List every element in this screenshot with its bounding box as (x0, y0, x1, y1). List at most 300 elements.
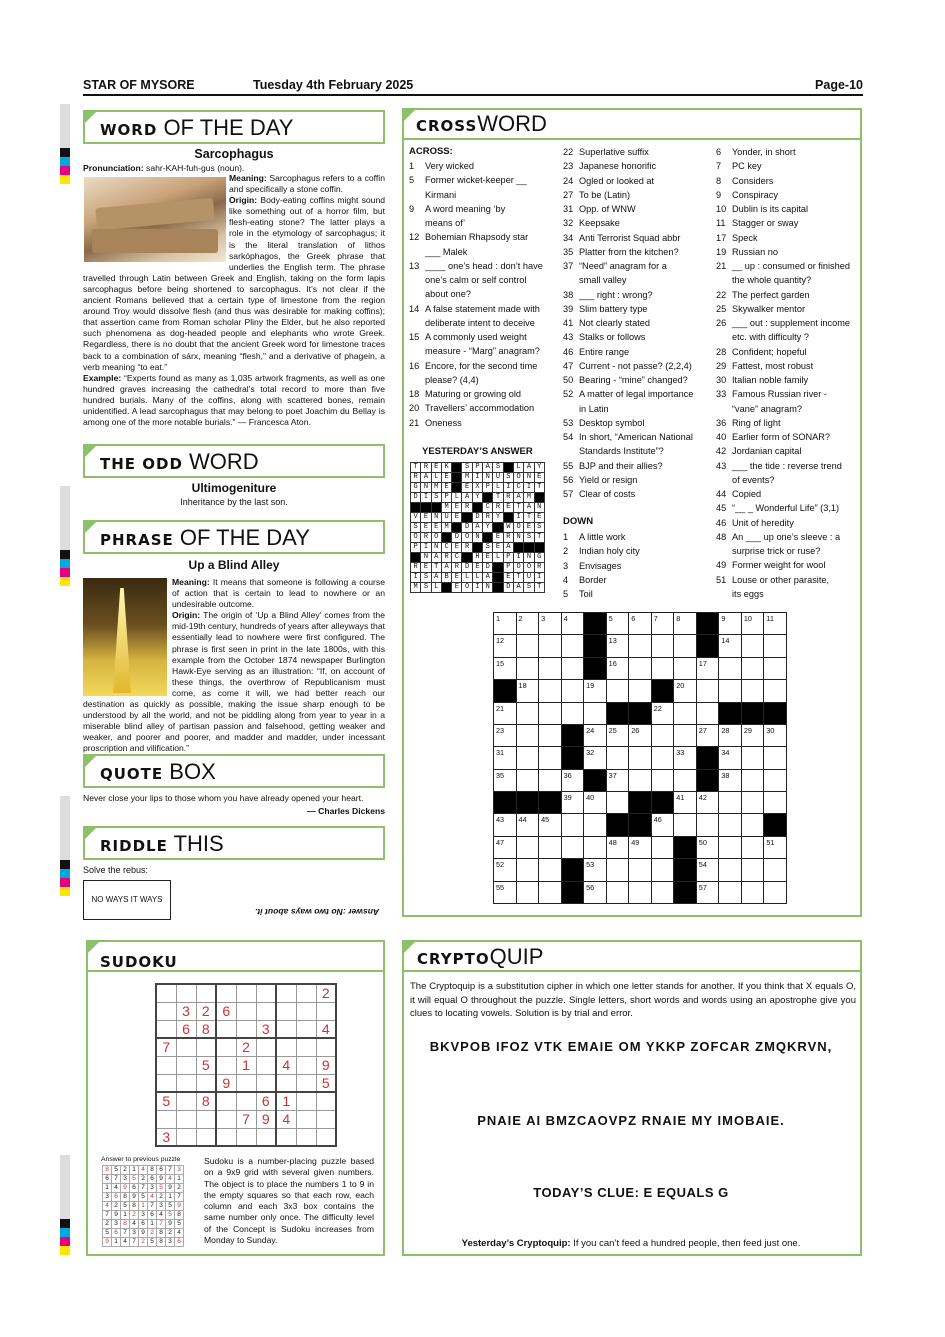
sudoku-cell[interactable] (176, 1074, 196, 1092)
crossword-cell[interactable] (696, 702, 719, 724)
phrase-heading: Up a Blind Alley (188, 558, 280, 572)
mini-cell: Y (534, 463, 544, 473)
sudoku-cell[interactable]: 8 (196, 1020, 216, 1038)
crossword-block (696, 635, 719, 657)
crossword-cell[interactable] (494, 724, 517, 746)
clue-row (563, 530, 703, 544)
crossword-cell[interactable] (719, 814, 742, 836)
sudoku-cell[interactable]: 6 (256, 1092, 276, 1110)
crossword-cell[interactable] (516, 747, 539, 769)
crossword-cell[interactable] (696, 657, 719, 679)
crossword-cell[interactable] (606, 680, 629, 702)
sudoku-cell[interactable] (276, 1074, 296, 1092)
word-of-day-banner (83, 110, 385, 144)
crossword-cell[interactable] (629, 635, 652, 657)
crossword-cell[interactable] (539, 769, 562, 791)
crossword-cell[interactable] (606, 657, 629, 679)
crossword-cell[interactable] (629, 769, 652, 791)
crossword-cell[interactable] (629, 680, 652, 702)
crossword-cell[interactable] (719, 859, 742, 881)
clue-text: Oneness (425, 417, 462, 428)
cell-number: 41 (676, 793, 685, 802)
crossword-cell[interactable] (629, 613, 652, 635)
crossword-cell[interactable] (606, 792, 629, 814)
crossword-cell[interactable] (629, 881, 652, 904)
crossword-cell[interactable] (696, 680, 719, 702)
mini-cell: X (472, 483, 482, 493)
crossword-cell[interactable] (606, 635, 629, 657)
clue-text: Russian no (732, 246, 778, 257)
crossword-block (741, 702, 764, 724)
crossword-cell[interactable] (651, 814, 674, 836)
mini-cell: Y (493, 513, 503, 523)
crossword-cell[interactable] (674, 769, 697, 791)
sudoku-cell[interactable] (216, 1038, 236, 1056)
crossword-cell[interactable] (719, 635, 742, 657)
answer-cell: 2 (121, 1166, 130, 1175)
sudoku-cell[interactable] (156, 1056, 176, 1074)
clue-number: 11 (716, 218, 726, 229)
sudoku-cell[interactable] (176, 1110, 196, 1128)
crossword-cell[interactable] (606, 881, 629, 904)
sudoku-cell[interactable]: 8 (196, 1092, 216, 1110)
crossword-block (561, 859, 584, 881)
crossword-cell[interactable] (494, 702, 517, 724)
crossword-cell[interactable] (539, 724, 562, 746)
sudoku-cell[interactable]: 6 (216, 1002, 236, 1020)
answer-cell: 4 (166, 1175, 175, 1184)
crossword-cell[interactable] (516, 769, 539, 791)
crossword-cell[interactable] (764, 769, 787, 791)
mini-cell: N (421, 553, 431, 563)
crossword-cell[interactable] (741, 859, 764, 881)
sudoku-cell[interactable] (196, 984, 216, 1002)
crossword-cell[interactable] (696, 881, 719, 904)
sudoku-cell[interactable] (316, 1002, 336, 1020)
crossword-cell[interactable] (764, 859, 787, 881)
sudoku-cell[interactable] (256, 1074, 276, 1092)
sudoku-cell[interactable] (236, 1074, 256, 1092)
sudoku-cell[interactable] (196, 1038, 216, 1056)
margin-bar (60, 104, 70, 148)
crossword-cell[interactable] (651, 859, 674, 881)
crossword-cell[interactable] (494, 657, 517, 679)
crossword-cell[interactable] (674, 702, 697, 724)
crossword-cell[interactable] (741, 724, 764, 746)
clue-text: Confident; hopeful (732, 346, 807, 357)
clue-number: 13 (409, 260, 420, 271)
crossword-cell[interactable] (764, 680, 787, 702)
crossword-block (674, 836, 697, 858)
mini-cell: T (431, 563, 441, 573)
sudoku-cell[interactable]: 9 (256, 1110, 276, 1128)
crossword-cell[interactable] (516, 613, 539, 635)
sudoku-grid[interactable] (155, 983, 337, 1147)
sudoku-cell[interactable] (256, 1128, 276, 1146)
clue-number: 21 (409, 417, 420, 428)
sudoku-cell[interactable]: 7 (156, 1038, 176, 1056)
crossword-cell[interactable] (741, 747, 764, 769)
crossword-cell[interactable] (584, 859, 607, 881)
crossword-cell[interactable] (696, 792, 719, 814)
crossword-cell[interactable] (741, 613, 764, 635)
crossword-cell[interactable] (606, 836, 629, 858)
crossword-cell[interactable] (764, 747, 787, 769)
mini-cell: N (524, 553, 534, 563)
crossword-cell[interactable] (651, 613, 674, 635)
clue-number (409, 287, 425, 301)
clue-text: The perfect garden (732, 289, 810, 300)
sudoku-cell[interactable] (176, 1056, 196, 1074)
sudoku-cell[interactable] (236, 984, 256, 1002)
sudoku-cell[interactable] (296, 1038, 316, 1056)
mini-cell: I (513, 553, 523, 563)
mini-cell: E (534, 513, 544, 523)
clue-row (716, 416, 856, 430)
crossword-cell[interactable] (494, 859, 517, 881)
sudoku-cell[interactable]: 9 (316, 1056, 336, 1074)
sudoku-cell[interactable] (296, 1074, 316, 1092)
crossword-cell[interactable] (539, 814, 562, 836)
sudoku-cell[interactable] (236, 1002, 256, 1020)
sudoku-cell[interactable] (156, 1002, 176, 1020)
sudoku-cell[interactable] (296, 1110, 316, 1128)
crossword-cell[interactable] (764, 724, 787, 746)
crossword-cell[interactable] (494, 769, 517, 791)
mini-cell: L (493, 483, 503, 493)
clue-number: 29 (716, 360, 727, 371)
crossword-cell[interactable] (561, 657, 584, 679)
sudoku-cell[interactable]: 1 (276, 1092, 296, 1110)
crossword-cell[interactable] (584, 680, 607, 702)
crossword-cell[interactable] (516, 635, 539, 657)
sudoku-cell[interactable] (216, 1056, 236, 1074)
crossword-cell[interactable] (584, 814, 607, 836)
clue-text: Yield or resign (579, 474, 638, 485)
mini-cell: U (441, 513, 451, 523)
sudoku-cell[interactable] (156, 1110, 176, 1128)
crossword-cell[interactable] (584, 724, 607, 746)
crossword-cell[interactable] (719, 680, 742, 702)
crossword-cell[interactable] (584, 792, 607, 814)
clue-row (563, 387, 703, 401)
mini-cell (493, 583, 503, 593)
crossword-cell[interactable] (629, 724, 652, 746)
sudoku-cell[interactable] (296, 1020, 316, 1038)
crossword-cell[interactable] (539, 859, 562, 881)
sudoku-cell[interactable] (296, 984, 316, 1002)
crossword-cell[interactable] (696, 859, 719, 881)
crossword-block (516, 792, 539, 814)
crossword-cell[interactable] (674, 814, 697, 836)
crossword-cell[interactable] (696, 836, 719, 858)
answer-cell: 6 (130, 1184, 139, 1193)
clue-number (409, 373, 425, 387)
crossword-cell[interactable] (516, 724, 539, 746)
crossword-cell[interactable] (741, 680, 764, 702)
sudoku-cell[interactable] (216, 1020, 236, 1038)
crossword-cell[interactable] (741, 881, 764, 904)
answer-cell: 5 (121, 1202, 130, 1211)
crossword-cell[interactable] (651, 635, 674, 657)
crossword-cell[interactable] (719, 836, 742, 858)
crossword-cell[interactable] (741, 635, 764, 657)
crossword-cell[interactable] (494, 814, 517, 836)
down-title: DOWN (563, 516, 594, 527)
crossword-cell[interactable] (561, 680, 584, 702)
sudoku-cell[interactable] (236, 1128, 256, 1146)
crossword-cell[interactable] (561, 792, 584, 814)
crossword-cell[interactable] (764, 635, 787, 657)
crossword-cell[interactable] (651, 881, 674, 904)
crossword-cell[interactable] (651, 769, 674, 791)
crossword-block (584, 769, 607, 791)
crossword-cell[interactable] (584, 836, 607, 858)
crossword-cell[interactable] (494, 747, 517, 769)
clue-number: 17 (716, 232, 727, 243)
sudoku-cell[interactable] (236, 1092, 256, 1110)
clue-text: Earlier form of SONAR? (732, 432, 831, 442)
sudoku-cell[interactable] (236, 1020, 256, 1038)
mini-cell: O (462, 533, 472, 543)
crossword-cell[interactable] (651, 836, 674, 858)
crossword-cell[interactable] (741, 769, 764, 791)
sudoku-cell[interactable]: 6 (176, 1020, 196, 1038)
sudoku-cell[interactable]: 5 (316, 1074, 336, 1092)
crossword-cell[interactable] (561, 702, 584, 724)
answer-cell: 4 (130, 1220, 139, 1229)
crossword-cell[interactable] (741, 814, 764, 836)
mini-cell: E (421, 513, 431, 523)
crossword-cell[interactable] (719, 657, 742, 679)
crossword-cell[interactable] (741, 657, 764, 679)
crossword-cell[interactable] (764, 792, 787, 814)
crossword-cell[interactable] (494, 881, 517, 904)
sudoku-cell[interactable] (316, 1128, 336, 1146)
sudoku-cell[interactable] (156, 984, 176, 1002)
sudoku-cell[interactable] (196, 1128, 216, 1146)
crossword-cell[interactable] (719, 747, 742, 769)
crossword-cell[interactable] (629, 657, 652, 679)
clue-text: Kirmani (425, 189, 457, 200)
sudoku-cell[interactable] (216, 1110, 236, 1128)
crossword-cell[interactable] (719, 724, 742, 746)
sudoku-cell[interactable]: 4 (276, 1110, 296, 1128)
sudoku-cell[interactable] (276, 1002, 296, 1020)
crossword-cell[interactable] (674, 724, 697, 746)
crossword-cell[interactable] (674, 680, 697, 702)
crossword-cell[interactable] (561, 769, 584, 791)
crossword-cell[interactable] (764, 881, 787, 904)
sudoku-cell[interactable]: 1 (236, 1056, 256, 1074)
clue-number (409, 273, 425, 287)
cell-number: 47 (496, 837, 505, 847)
answer-cell: 1 (103, 1184, 112, 1193)
answer-cell: 9 (157, 1175, 166, 1184)
clue-text: of events? (732, 474, 775, 485)
sudoku-cell[interactable] (156, 1074, 176, 1092)
crossword-cell[interactable] (674, 792, 697, 814)
crossword-grid[interactable] (493, 612, 787, 904)
crossword-cell[interactable] (674, 747, 697, 769)
mini-cell: K (441, 463, 451, 473)
clue-number: 7 (716, 161, 722, 172)
crossword-cell[interactable] (719, 881, 742, 904)
sudoku-cell[interactable] (156, 1020, 176, 1038)
crossword-cell[interactable] (764, 657, 787, 679)
sudoku-cell[interactable] (176, 1128, 196, 1146)
sudoku-cell[interactable]: 2 (236, 1038, 256, 1056)
mini-cell (483, 493, 493, 503)
mini-cell: P (441, 493, 451, 503)
crossword-cell[interactable] (561, 814, 584, 836)
crossword-cell[interactable] (741, 836, 764, 858)
cell-number: 25 (608, 725, 617, 735)
crossword-cell[interactable] (606, 769, 629, 791)
crossword-cell[interactable] (674, 657, 697, 679)
crossword-cell[interactable] (629, 859, 652, 881)
crossword-cell[interactable] (516, 680, 539, 702)
crossword-cell[interactable] (764, 613, 787, 635)
sudoku-cell[interactable] (276, 1020, 296, 1038)
sudoku-cell[interactable]: 5 (156, 1092, 176, 1110)
sudoku-cell[interactable] (316, 1038, 336, 1056)
paper-name: STAR OF MYSORE (83, 78, 195, 92)
sudoku-cell[interactable]: 9 (216, 1074, 236, 1092)
crossword-cell[interactable] (696, 814, 719, 836)
sudoku-cell[interactable] (176, 1092, 196, 1110)
crossword-cell[interactable] (651, 702, 674, 724)
crossword-cell[interactable] (516, 881, 539, 904)
sudoku-cell[interactable] (276, 1038, 296, 1056)
crossword-cell[interactable] (606, 859, 629, 881)
clue-number (716, 273, 732, 287)
crossword-cell[interactable] (719, 792, 742, 814)
clue-row (409, 359, 549, 373)
crossword-cell[interactable] (764, 836, 787, 858)
crossword-cell[interactable] (516, 814, 539, 836)
sudoku-cell[interactable] (296, 1128, 316, 1146)
crossword-cell[interactable] (606, 724, 629, 746)
crossword-cell[interactable] (516, 702, 539, 724)
crossword-cell[interactable] (516, 657, 539, 679)
crossword-cell[interactable] (674, 635, 697, 657)
clue-number (409, 245, 425, 259)
crossword-cell[interactable] (606, 613, 629, 635)
crossword-cell[interactable] (696, 724, 719, 746)
crossword-cell[interactable] (719, 769, 742, 791)
sudoku-banner (86, 940, 385, 972)
sudoku-cell[interactable] (296, 1092, 316, 1110)
crossword-cell[interactable] (494, 836, 517, 858)
sudoku-cell[interactable]: 3 (176, 1002, 196, 1020)
sudoku-cell[interactable]: 3 (156, 1128, 176, 1146)
crossword-cell[interactable] (651, 657, 674, 679)
crossword-cell[interactable] (516, 859, 539, 881)
sudoku-cell[interactable] (216, 984, 236, 1002)
crossword-cell[interactable] (494, 635, 517, 657)
crossword-cell[interactable] (651, 724, 674, 746)
clue-row (716, 330, 856, 344)
clue-number: 41 (563, 318, 574, 328)
clue-text: Former wicket-keeper __ (425, 175, 527, 186)
clue-row (716, 245, 856, 259)
crossword-cell[interactable] (674, 613, 697, 635)
crossword-cell[interactable] (516, 836, 539, 858)
sudoku-cell[interactable] (256, 1056, 276, 1074)
crossword-cell[interactable] (539, 613, 562, 635)
answer-cell: 7 (166, 1166, 175, 1175)
crossword-cell[interactable] (561, 635, 584, 657)
crossword-cell[interactable] (584, 702, 607, 724)
crossword-cell[interactable] (539, 747, 562, 769)
crossword-cell[interactable] (606, 747, 629, 769)
sudoku-cell[interactable] (276, 984, 296, 1002)
crossword-cell[interactable] (561, 836, 584, 858)
sudoku-cell[interactable]: 2 (196, 1002, 216, 1020)
sudoku-cell[interactable] (196, 1074, 216, 1092)
sudoku-cell[interactable] (256, 1002, 276, 1020)
sudoku-cell[interactable] (296, 1002, 316, 1020)
crossword-cell[interactable] (629, 836, 652, 858)
sudoku-cell[interactable] (216, 1092, 236, 1110)
answer-cell: 6 (103, 1175, 112, 1184)
sudoku-cell[interactable] (316, 1110, 336, 1128)
crossword-cell[interactable] (494, 613, 517, 635)
mini-cell (503, 513, 513, 523)
crossword-cell[interactable] (629, 747, 652, 769)
sudoku-answer-grid (102, 1165, 184, 1247)
crossword-cell[interactable] (539, 680, 562, 702)
crossword-cell[interactable] (651, 747, 674, 769)
clue-number: 2 (563, 546, 569, 557)
sudoku-cell[interactable] (176, 1038, 196, 1056)
sudoku-cell[interactable]: 3 (256, 1020, 276, 1038)
flag-mark (85, 520, 98, 533)
crossword-cell[interactable] (539, 881, 562, 904)
sudoku-cell[interactable]: 4 (316, 1020, 336, 1038)
sudoku-cell[interactable] (316, 1092, 336, 1110)
crossword-cell[interactable] (539, 836, 562, 858)
sudoku-cell[interactable] (296, 1056, 316, 1074)
crossword-cell[interactable] (719, 613, 742, 635)
crossword-cell[interactable] (561, 613, 584, 635)
odd-word-title: THE ODD WORD (100, 449, 259, 474)
answer-cell: 5 (157, 1184, 166, 1193)
sudoku-cell[interactable] (276, 1128, 296, 1146)
clue-text: measure - “Marg” anagram? (425, 346, 540, 357)
sudoku-cell[interactable] (196, 1110, 216, 1128)
sudoku-cell[interactable]: 2 (316, 984, 336, 1002)
cell-number: 32 (586, 748, 595, 758)
sudoku-cell[interactable]: 7 (236, 1110, 256, 1128)
sudoku-cell[interactable] (256, 1038, 276, 1056)
sudoku-cell[interactable] (176, 984, 196, 1002)
clue-text: Very wicked (425, 161, 475, 171)
crossword-cell[interactable] (584, 747, 607, 769)
crossword-cell[interactable] (539, 657, 562, 679)
crossword-cell[interactable] (741, 792, 764, 814)
sudoku-cell[interactable] (256, 984, 276, 1002)
crossword-cell[interactable] (584, 881, 607, 904)
sudoku-cell[interactable] (216, 1128, 236, 1146)
sudoku-cell[interactable]: 4 (276, 1056, 296, 1074)
mini-cell: D (503, 583, 513, 593)
crossword-cell[interactable] (539, 635, 562, 657)
mini-cell: R (493, 503, 503, 513)
crossword-cell[interactable] (539, 702, 562, 724)
sudoku-cell[interactable]: 5 (196, 1056, 216, 1074)
